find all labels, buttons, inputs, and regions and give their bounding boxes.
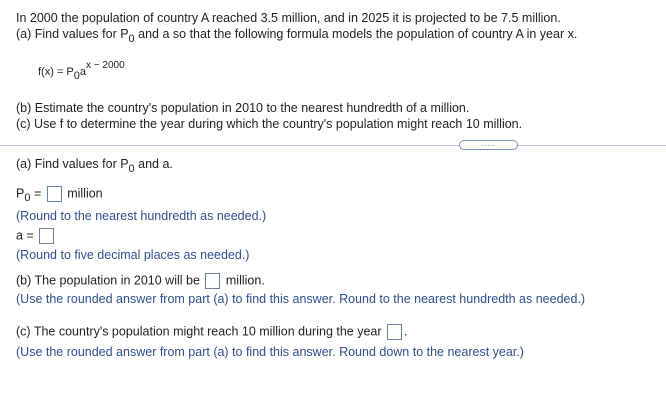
expand-button[interactable]: ..... xyxy=(459,140,518,150)
p0-unit: million xyxy=(67,186,103,201)
p0-hint: (Round to the nearest hundredth as needed.) xyxy=(16,209,267,223)
formula-base: a xyxy=(79,66,87,78)
a-label: a = xyxy=(16,228,38,243)
problem-part-a xyxy=(16,27,578,45)
c-prefix: (c) The country's population might reach 10 million during the year xyxy=(16,324,382,339)
model-formula xyxy=(38,60,125,82)
b-input[interactable] xyxy=(205,273,220,289)
a-input[interactable] xyxy=(39,228,54,244)
b-prefix: (b) The population in 2010 will be xyxy=(16,273,200,288)
formula-exponent: x − 2000 xyxy=(86,60,125,71)
p0-input[interactable] xyxy=(47,186,62,202)
part-a-prefix: (a) Find values for P xyxy=(16,27,129,41)
p0-label: P xyxy=(16,186,25,201)
section-divider xyxy=(0,145,666,146)
problem-part-b: (b) Estimate the country's population in 2010 to the nearest hundredth of a million. xyxy=(16,101,470,115)
problem-part-c: (c) Use f to determine the year during which the country's population might reach 10 million. xyxy=(16,117,523,131)
part-a-suffix: and a so that the following formula models the population of country A in year x. xyxy=(134,27,578,41)
answer-a-heading-subscript: 0 xyxy=(128,163,135,175)
a-row xyxy=(16,228,56,244)
c-input[interactable] xyxy=(387,324,402,340)
formula-left: f(x) = P xyxy=(38,66,74,78)
c-row xyxy=(16,324,408,340)
problem-intro: In 2000 the population of country A reached 3.5 million, and in 2025 it is projected to be 7.5 million. xyxy=(16,11,561,25)
b-hint: (Use the rounded answer from part (a) to find this answer. Round to the nearest hundredth as needed.) xyxy=(16,292,586,306)
b-unit: million. xyxy=(225,273,265,288)
answer-a-heading-suffix: and a. xyxy=(134,157,173,171)
c-hint: (Use the rounded answer from part (a) to find this answer. Round down to the nearest year.) xyxy=(16,345,524,359)
p0-row xyxy=(16,186,103,205)
answer-a-heading xyxy=(16,157,173,175)
b-row xyxy=(16,273,265,289)
part-a-subscript: 0 xyxy=(128,33,135,45)
c-suffix: . xyxy=(404,324,408,339)
p0-equals: = xyxy=(30,186,45,201)
p0-subscript: 0 xyxy=(24,192,31,205)
a-hint: (Round to five decimal places as needed.) xyxy=(16,248,250,262)
answer-a-heading-prefix: (a) Find values for P xyxy=(16,157,129,171)
formula-subscript: 0 xyxy=(73,70,80,82)
